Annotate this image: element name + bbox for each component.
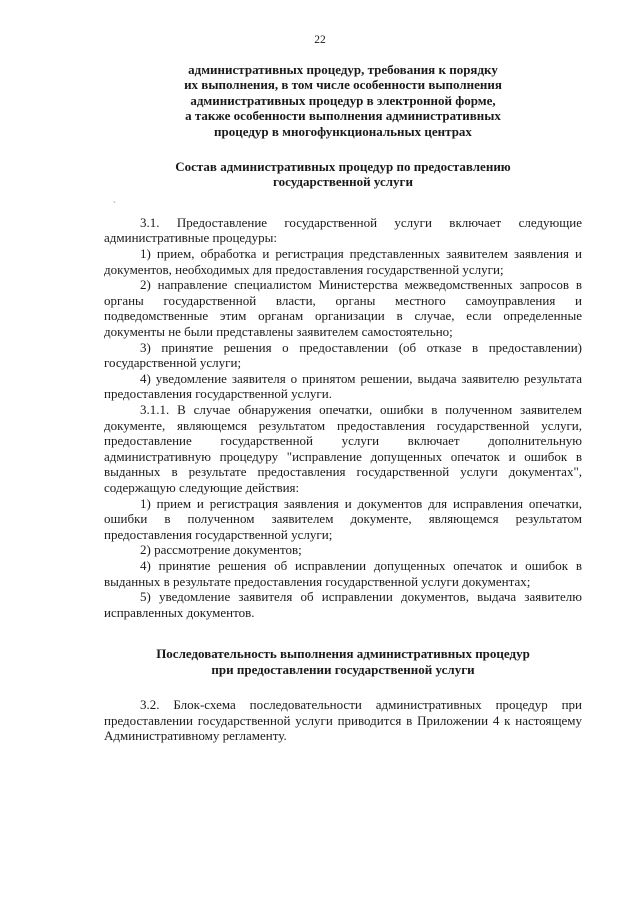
heading-line: процедур в многофункциональных центрах	[214, 123, 472, 139]
heading-line: государственной услуги	[273, 174, 413, 190]
document-content	[104, 62, 582, 744]
heading-line: Последовательность выполнения административных процедур	[156, 646, 530, 662]
list-item: 2) направление специалистом Министерства межведомственных запросов в органы государственной власти, органы местного самоуправления и подведомственные этим органам организации в случае, если определенные документы не были представлены заявителем самостоятельно;	[104, 277, 582, 339]
subsection-heading-composition	[104, 159, 582, 190]
sequence-body	[104, 697, 582, 744]
heading-line: административных процедур, требования к порядку	[188, 62, 498, 77]
paragraph-3-2: 3.2. Блок-схема последовательности административных процедур при предоставлении государственной услуги приводится в Приложении 4 к настоящему Административному регламенту.	[104, 697, 582, 744]
heading-line: административных процедур в электронной форме,	[190, 92, 496, 108]
list-item: 1) прием, обработка и регистрация представленных заявителем заявления и документов, необходимых для предоставления государственной услуги;	[104, 246, 582, 277]
heading-line: а также особенности выполнения административных	[185, 108, 501, 124]
heading-line: их выполнения, в том числе особенности выполнения	[184, 77, 502, 93]
list-item: 5) уведомление заявителя об исправлении документов, выдача заявителю исправленных документов.	[104, 589, 582, 620]
paragraph-3-1-1: 3.1.1. В случае обнаружения опечатки, ошибки в полученном заявителем документе, являющемся результатом предоставления государственной услуги, предоставление государственной услуги включает дополнительную административную процедуру "исправление допущенных опечаток и ошибок в выданных в результате предоставления государственной услуги документах", содержащую следующие действия:	[104, 401, 582, 495]
list-item: 3) принятие решения о предоставлении (об отказе в предоставлении) государственной услуги;	[104, 339, 582, 371]
list-item: 1) прием и регистрация заявления и документов для исправления опечатки, ошибки в полученном заявителем документе, являющемся результатом предоставления государственной услуги;	[104, 495, 582, 542]
page-number: 22	[314, 34, 326, 46]
section-heading-continued	[104, 62, 582, 139]
scan-mark: `	[113, 200, 116, 210]
list-item: 4) уведомление заявителя о принятом решении, выдача заявителю результата предоставления государственной услуги.	[104, 370, 582, 402]
list-item: 2) рассмотрение документов;	[140, 542, 302, 558]
subsection-heading-sequence	[104, 646, 582, 677]
heading-line: при предоставлении государственной услуги	[211, 661, 475, 677]
list-item: 4) принятие решения об исправлении допущенных опечаток и ошибок в выданных в результате предоставления государственной услуги документах;	[104, 557, 582, 589]
heading-line: Состав административных процедур по предоставлению	[175, 159, 511, 175]
paragraph-3-1: 3.1. Предоставление государственной услуги включает следующие административные процедуры:	[104, 214, 582, 246]
composition-body	[104, 215, 582, 620]
